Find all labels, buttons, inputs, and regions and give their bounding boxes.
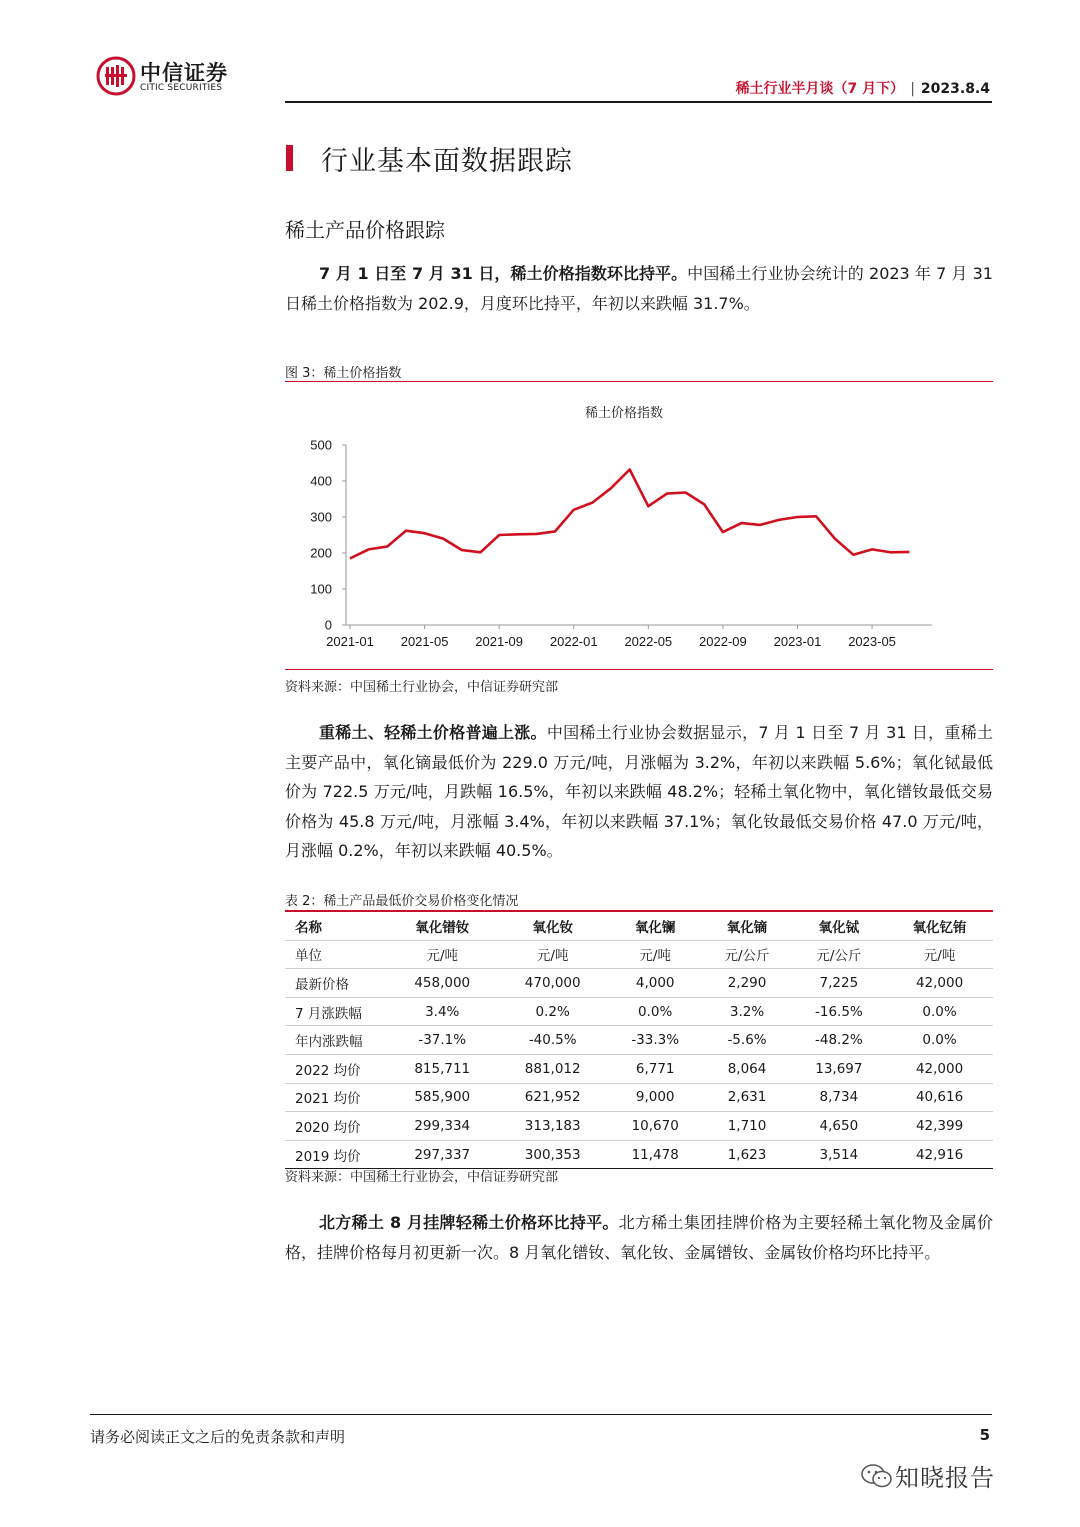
y-tick-label: 500 [310, 437, 332, 453]
y-tick-label: 400 [310, 473, 332, 489]
table-cell: 40,616 [886, 1083, 993, 1112]
table-cell: 881,012 [497, 1054, 607, 1083]
table-cell: 3.4% [387, 997, 497, 1026]
table-cell: 7 月涨跌幅 [285, 997, 387, 1026]
paragraph-lead: 重稀土、轻稀土价格普遍上涨。 [319, 723, 547, 742]
wechat-icon [860, 1462, 894, 1490]
table-row [285, 1140, 993, 1169]
table-cell: 42,000 [886, 1054, 993, 1083]
table-cell: 9,000 [608, 1083, 703, 1112]
table-cell: 0.0% [886, 1026, 993, 1055]
y-tick-label: 300 [310, 509, 332, 525]
table-header-cell: 氧化镧 [608, 912, 703, 940]
table-cell: 元/吨 [886, 940, 993, 969]
figure-caption: 图 3：稀土价格指数 [285, 366, 402, 381]
table-cell: -37.1% [387, 1026, 497, 1055]
table-cell: 4,000 [608, 969, 703, 998]
section-marker [286, 145, 293, 171]
y-tick-label: 0 [324, 617, 332, 633]
y-tick-label: 100 [310, 581, 332, 597]
footer-divider [90, 1414, 992, 1415]
x-tick-label: 2021-01 [326, 634, 374, 649]
table-cell: -48.2% [792, 1026, 887, 1055]
table-cell: 297,337 [387, 1140, 497, 1169]
table-cell: 元/吨 [387, 940, 497, 969]
table-caption: 表 2：稀土产品最低价交易价格变化情况 [285, 894, 519, 909]
table-header-cell: 名称 [285, 912, 387, 940]
watermark-text: 知晓报告 [895, 1464, 995, 1492]
citic-logo-icon [96, 56, 136, 96]
table-cell: 313,183 [497, 1112, 607, 1141]
x-tick-label: 2021-05 [400, 634, 449, 649]
x-tick-label: 2022-01 [549, 634, 598, 649]
table-cell: 单位 [285, 940, 387, 969]
table-cell: 元/吨 [608, 940, 703, 969]
table-cell: 年内涨跌幅 [285, 1026, 387, 1055]
paragraph-body: 中国稀土行业协会统计的 2023 年 7 月 31 日稀土价格指数为 202.9，月度环比持平，年初以来跌幅 31.7%。 [285, 264, 993, 313]
logo-name-cn: 中信证券 [140, 61, 228, 85]
table-cell: 元/吨 [497, 940, 607, 969]
x-tick-label: 2022-05 [624, 634, 673, 649]
x-tick-label: 2022-09 [699, 634, 747, 649]
report-title: 稀土行业半月谈（7 月下） [735, 81, 905, 97]
table-cell: 621,952 [497, 1083, 607, 1112]
table-cell: 7,225 [792, 969, 887, 998]
table-row [285, 1026, 993, 1055]
table-cell: 6,771 [608, 1054, 703, 1083]
table-cell: 42,916 [886, 1140, 993, 1169]
table-header-cell: 氧化镨钕 [387, 912, 497, 940]
series-line [350, 470, 909, 559]
paragraph-heavy-light [285, 718, 993, 866]
table-header-row [285, 912, 993, 940]
x-tick-label: 2023-05 [848, 634, 896, 649]
figure-bottom-rule [285, 669, 993, 670]
price-index-chart [285, 392, 993, 662]
table-cell: 299,334 [387, 1112, 497, 1141]
table-header-cell: 氧化镝 [702, 912, 791, 940]
report-date: 2023.8.4 [920, 81, 990, 97]
table-cell: 元/公斤 [792, 940, 887, 969]
paragraph-body: 北方稀土集团挂牌价格为主要轻稀土氧化物及金属价格，挂牌价格每月初更新一次。8 月氧化镨钕、氧化钕、金属镨钕、金属钕价格均环比持平。 [285, 1213, 993, 1262]
paragraph-price-index [285, 259, 993, 318]
paragraph-northern-rare-earth [285, 1208, 993, 1267]
table-cell: 815,711 [387, 1054, 497, 1083]
table-cell: -16.5% [792, 997, 887, 1026]
table-cell: 42,399 [886, 1112, 993, 1141]
table-cell: 2019 均价 [285, 1140, 387, 1169]
table-row [285, 1112, 993, 1141]
paragraph-lead: 北方稀土 8 月挂牌轻稀土价格环比持平。 [319, 1213, 619, 1232]
table-cell: 最新价格 [285, 969, 387, 998]
table-cell: 470,000 [497, 969, 607, 998]
table-cell: 元/公斤 [702, 940, 791, 969]
table-source: 资料来源：中国稀土行业协会，中信证券研究部 [285, 1170, 559, 1185]
figure-source: 资料来源：中国稀土行业协会，中信证券研究部 [285, 680, 559, 695]
y-tick-label: 200 [310, 545, 332, 561]
table-cell: 1,623 [702, 1140, 791, 1169]
header-separator: | [910, 81, 915, 97]
table-cell: 3,514 [792, 1140, 887, 1169]
table-header-cell: 氧化铽 [792, 912, 887, 940]
section-title: 行业基本面数据跟踪 [321, 146, 573, 177]
footer-disclaimer: 请务必阅读正文之后的免责条款和声明 [90, 1428, 346, 1446]
table-cell: 10,670 [608, 1112, 703, 1141]
table-cell: 300,353 [497, 1140, 607, 1169]
paragraph-body: 中国稀土行业协会数据显示，7 月 1 日至 7 月 31 日，重稀土主要产品中，氧化镝最低价为 229.0 万元/吨，月涨幅为 3.2%，年初以来跌幅 5.6%；氧化铽最低价为 722.5 万元/吨，月跌幅 16.5%，年初以来跌幅 48.2%；轻稀土氧化物中，氧化镨钕最低交易价格为 45.8 万元/吨，月涨幅 3.4%，年初以来跌幅 37.1%；氧化钕最低交易价格 47.0 万元/吨，月涨幅 0.2%，年初以来跌幅 40.5%。 [285, 723, 993, 860]
table-cell: 8,064 [702, 1054, 791, 1083]
table-cell: 4,650 [792, 1112, 887, 1141]
table-cell: 585,900 [387, 1083, 497, 1112]
page-number: 5 [979, 1426, 990, 1444]
table-header-cell: 氧化钇铕 [886, 912, 993, 940]
table-cell: 0.0% [886, 997, 993, 1026]
logo-name-en: CITIC SECURITIES [140, 83, 223, 93]
figure-top-rule [285, 381, 993, 382]
table-cell: 458,000 [387, 969, 497, 998]
report-header [736, 78, 990, 98]
table-cell: 2020 均价 [285, 1112, 387, 1141]
table-cell: -33.3% [608, 1026, 703, 1055]
price-table [285, 912, 993, 1169]
table-cell: -5.6% [702, 1026, 791, 1055]
table-cell: 2,290 [702, 969, 791, 998]
table-row [285, 1083, 993, 1112]
paragraph-lead: 7 月 1 日至 7 月 31 日，稀土价格指数环比持平。 [319, 264, 688, 283]
table-row [285, 1054, 993, 1083]
table-row [285, 940, 993, 969]
x-tick-label: 2021-09 [475, 634, 524, 649]
table-cell: 2022 均价 [285, 1054, 387, 1083]
header-divider [285, 101, 992, 103]
table-cell: 2021 均价 [285, 1083, 387, 1112]
table-cell: 0.2% [497, 997, 607, 1026]
table-cell: 3.2% [702, 997, 791, 1026]
table-header-cell: 氧化钕 [497, 912, 607, 940]
table-row [285, 969, 993, 998]
table-cell: -40.5% [497, 1026, 607, 1055]
table-cell: 0.0% [608, 997, 703, 1026]
table-cell: 11,478 [608, 1140, 703, 1169]
table-cell: 13,697 [792, 1054, 887, 1083]
chart-title: 稀土价格指数 [584, 405, 664, 420]
table-row [285, 997, 993, 1026]
x-tick-label: 2023-01 [773, 634, 822, 649]
subsection-title: 稀土产品价格跟踪 [285, 218, 445, 242]
table-cell: 1,710 [702, 1112, 791, 1141]
table-cell: 42,000 [886, 969, 993, 998]
table-cell: 8,734 [792, 1083, 887, 1112]
table-cell: 2,631 [702, 1083, 791, 1112]
